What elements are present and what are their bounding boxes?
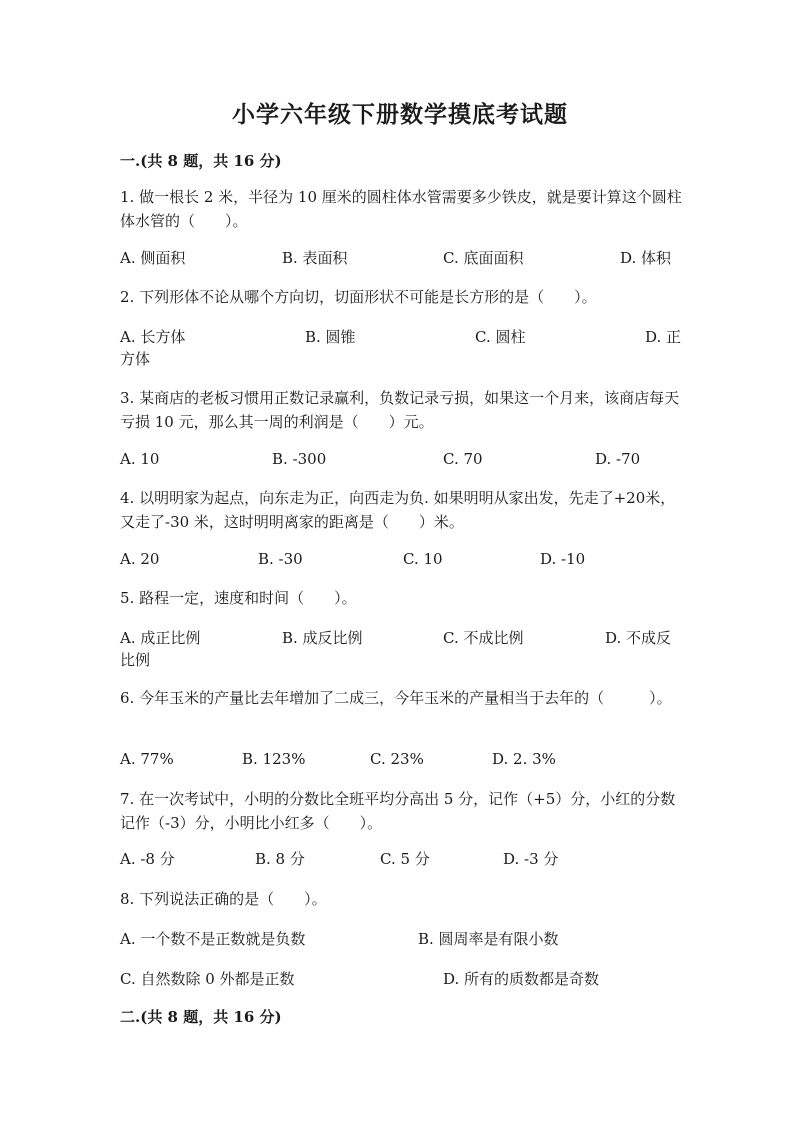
q1-option-b: B. 表面积 [282, 249, 348, 267]
q6-option-b: B. 123% [242, 750, 306, 768]
q4-option-a: A. 20 [120, 550, 160, 568]
question-2: 2. 下列形体不论从哪个方向切，切面形状不可能是长方形的是（ ）。 [120, 288, 597, 306]
q8-option-d: D. 所有的质数都是奇数 [443, 970, 600, 988]
q2-option-a: A. 长方体 [120, 328, 186, 346]
q3-option-a: A. 10 [120, 450, 160, 468]
q5-option-c: C. 不成比例 [443, 629, 524, 647]
q1-option-c: C. 底面面积 [443, 249, 524, 267]
q7-option-b: B. 8 分 [255, 850, 305, 868]
q8-option-a: A. 一个数不是正数就是负数 [120, 930, 306, 948]
q2-option-b: B. 圆锥 [305, 328, 356, 346]
q7-option-d: D. -3 分 [503, 850, 559, 868]
question-5: 5. 路程一定，速度和时间（ ）。 [120, 589, 357, 607]
q2-option-d: D. 正 [645, 328, 682, 346]
q4-option-b: B. -30 [258, 550, 303, 568]
q5-option-a: A. 成正比例 [120, 629, 201, 647]
q7-option-c: C. 5 分 [380, 850, 430, 868]
question-1: 1. 做一根长 2 米，半径为 10 厘米的圆柱体水管需要多少铁皮，就是要计算这个圆柱体水管的（ ）。 [120, 188, 682, 230]
question-4: 4. 以明明家为起点，向东走为正，向西走为负. 如果明明从家出发，先走了+20米，又走了-30 米，这时明明离家的距离是（ ）米。 [120, 489, 676, 531]
q7-option-a: A. -8 分 [120, 850, 175, 868]
q8-option-c: C. 自然数除 0 外都是正数 [120, 970, 295, 988]
q5-option-d: D. 不成反 [605, 629, 672, 647]
q4-option-c: C. 10 [403, 550, 443, 568]
page-title: 小学六年级下册数学摸底考试题 [232, 101, 568, 128]
question-6: 6. 今年玉米的产量比去年增加了二成三，今年玉米的产量相当于去年的（ ）。 [120, 689, 672, 707]
q6-option-d: D. 2. 3% [492, 750, 556, 768]
q2-option-c: C. 圆柱 [475, 328, 526, 346]
q6-option-c: C. 23% [370, 750, 424, 768]
q8-option-b: B. 圆周率是有限小数 [418, 930, 559, 948]
q1-option-d: D. 体积 [620, 249, 672, 267]
section-heading-2: 二.(共 8 题，共 16 分) [120, 1008, 282, 1026]
section-heading-1: 一.(共 8 题，共 16 分) [120, 152, 282, 170]
question-3: 3. 某商店的老板习惯用正数记录赢利，负数记录亏损，如果这一个月来，该商店每天亏损 10 元，那么其一周的利润是（ ）元。 [120, 389, 680, 431]
q3-option-c: C. 70 [443, 450, 483, 468]
q5-option-b: B. 成反比例 [282, 629, 363, 647]
question-7: 7. 在一次考试中，小明的分数比全班平均分高出 5 分，记作（+5）分，小红的分数记作（-3）分，小明比小红多（ ）。 [120, 790, 676, 832]
q2-option-d-continued: 方体 [120, 350, 151, 368]
q3-option-d: D. -70 [595, 450, 641, 468]
q1-option-a: A. 侧面积 [120, 249, 186, 267]
q6-option-a: A. 77% [120, 750, 174, 768]
q5-option-d-continued: 比例 [120, 651, 151, 669]
question-8: 8. 下列说法正确的是（ ）。 [120, 890, 327, 908]
q4-option-d: D. -10 [540, 550, 586, 568]
q3-option-b: B. -300 [272, 450, 327, 468]
